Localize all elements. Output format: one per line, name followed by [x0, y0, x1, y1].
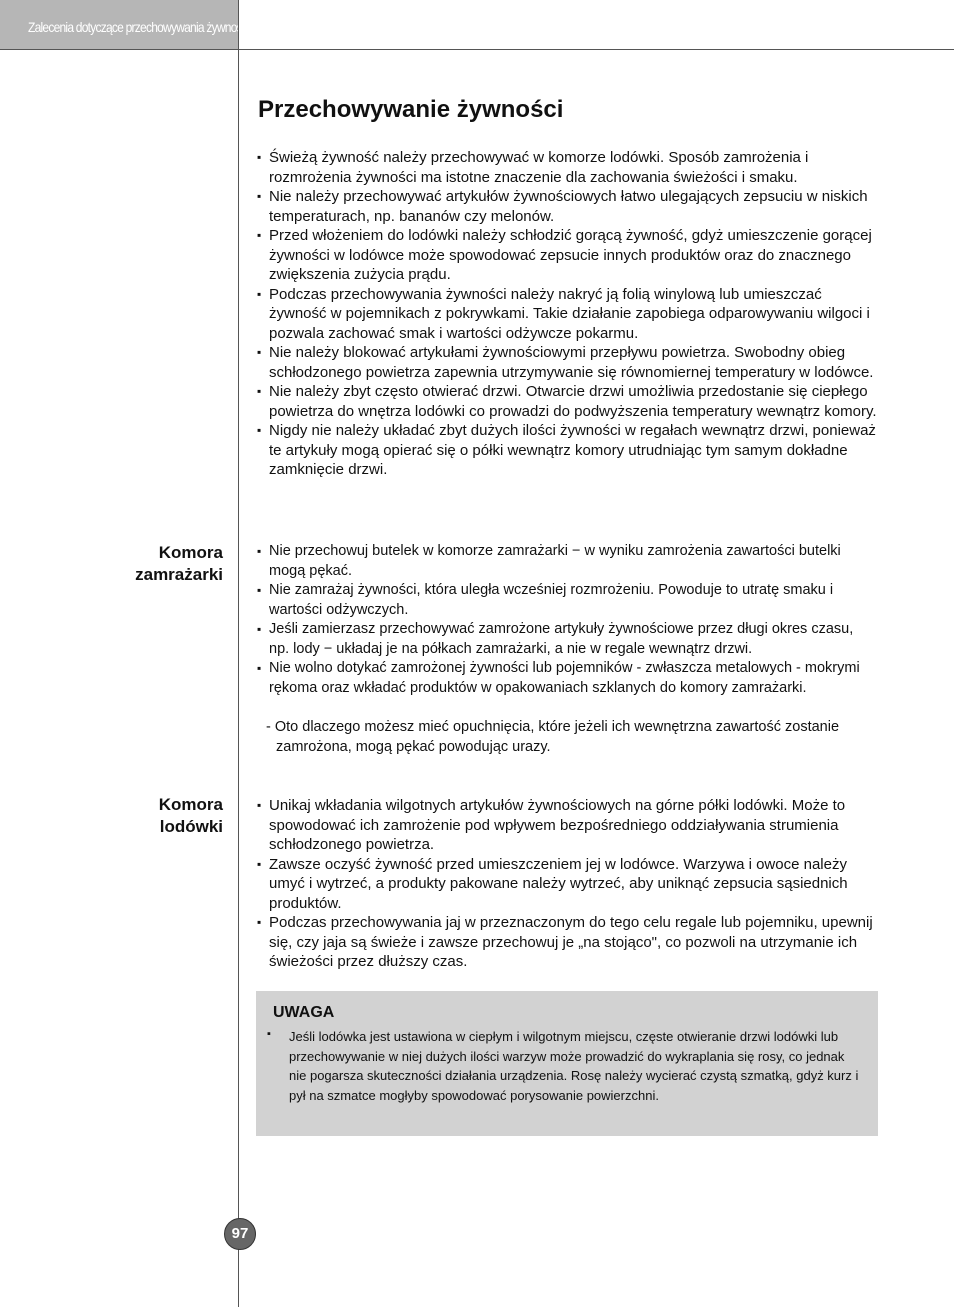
- fridge-label-line1: Komora: [158, 795, 223, 814]
- general-list: [257, 148, 877, 480]
- list-item: ▪ Nie należy przechowywać artykułów żywnościowych łatwo ulegających zepsuciu w niskich temperaturach, np. bananów czy melonów.: [257, 187, 877, 226]
- fridge-label-line2: lodówki: [159, 817, 223, 836]
- note-bullet: ▪: [267, 1028, 271, 1040]
- page-title: Przechowywanie żywności: [258, 96, 564, 123]
- list-item: ▪ Nie przechowuj butelek w komorze zamrażarki − w wyniku zamrożenia zawartości butelki mogą pękać.: [257, 542, 877, 581]
- list-item: ▪ Jeśli zamierzasz przechowywać zamrożone artykuły żywnościowe przez długi okres czasu, np. lody − układaj je na półkach zamrażarki, a nie w regale wewnątrz drzwi.: [257, 620, 877, 659]
- page-number: 97: [224, 1218, 256, 1250]
- section-header-title: Zalecenia dotyczące przechowywania żywności: [28, 19, 250, 35]
- list-item: ▪ Nie należy zbyt często otwierać drzwi. Otwarcie drzwi umożliwia przedostanie się ciepłego powietrza do wnętrza lodówki co prowadzi do podwyższenia temperatury wewnątrz komory.: [257, 382, 877, 421]
- list-item: ▪ Podczas przechowywania żywności należy nakryć ją folią winylową lub umieszczać żywność w pojemnikach z pokrywkami. Takie działanie zapobiega odparowywaniu wilgoci i pozwala zachować smak i wartości odżywcze pokarmu.: [257, 285, 877, 344]
- list-item: ▪ Unikaj wkładania wilgotnych artykułów żywnościowych na górne półki lodówki. Może to spowodować ich zamrożenie pod wpływem bezpośredniego oddziaływania strumienia schłodzonego powietrza.: [257, 796, 877, 855]
- list-item: ▪ Nigdy nie należy układać zbyt dużych ilości żywności w regałach wewnątrz drzwi, ponieważ te artykuły mogą opierać się o półki wewnątrz komory utrudniając tym samym dokładne zamknięcie drzwi.: [257, 421, 877, 480]
- margin-divider: [238, 0, 239, 1307]
- list-item: ▪ Zawsze oczyść żywność przed umieszczeniem jej w lodówce. Warzywa i owoce należy umyć i wytrzeć, a produkty pakowane należy wytrzeć, aby uniknąć zepsucia sąsiednich produktów.: [257, 855, 877, 914]
- fridge-section-label: [23, 794, 223, 838]
- freezer-label-line1: Komora: [158, 543, 223, 562]
- list-item: ▪ Nie zamrażaj żywności, która uległa wcześniej rozmrożeniu. Powoduje to utratę smaku i wartości odżywczych.: [257, 581, 877, 620]
- note-box: [256, 991, 878, 1136]
- list-item: ▪ Świeżą żywność należy przechowywać w komorze lodówki. Sposób zamrożenia i rozmrożenia żywności ma istotne znaczenie dla zachowania świeżości i smaku.: [257, 148, 877, 187]
- section-header-tab: [0, 0, 250, 50]
- header-divider: [238, 49, 954, 50]
- note-title: UWAGA: [273, 1004, 335, 1021]
- freezer-sub-note: - Oto dlaczego możesz mieć opuchnięcia, które jeżeli ich wewnętrzna zawartość zostanie zamrożona, mogą pękać powodując urazy.: [266, 719, 840, 755]
- list-item: ▪ Przed włożeniem do lodówki należy schłodzić gorącą żywność, gdyż umieszczenie gorącej żywności w lodówce może spowodować zepsucie innych produktów oraz do znacznego zwiększenia zużycia prądu.: [257, 226, 877, 285]
- note-text: Jeśli lodówka jest ustawiona w ciepłym i wilgotnym miejscu, częste otwieranie drzwi lodówki lub przechowywanie w niej dużych ilości warzyw może prowadzić do wykraplania się rosy, co jednak nie pogarsza skuteczności działania urządzenia. Rosę należy wycierać czystą szmatką, gdyż kurz i pył na szmatce mogłyby spowodować porysowanie powierzchni.: [289, 1029, 859, 1103]
- fridge-list: [257, 796, 877, 972]
- freezer-section-label: [23, 542, 223, 586]
- freezer-list: [257, 542, 877, 698]
- freezer-label-line2: zamrażarki: [135, 565, 223, 584]
- list-item: ▪ Podczas przechowywania jaj w przeznaczonym do tego celu regale lub pojemniku, upewnij się, czy jaja są świeże i zawsze przechowuj je „na stojąco", co pozwoli na utrzymanie ich świeżości przez dłuższy czas.: [257, 913, 877, 972]
- list-item: ▪ Nie wolno dotykać zamrożonej żywności lub pojemników - zwłaszcza metalowych - mokrymi rękoma oraz wkładać produktów w opakowaniach szklanych do komory zamrażarki.: [257, 659, 877, 698]
- list-item: ▪ Nie należy blokować artykułami żywnościowymi przepływu powietrza. Swobodny obieg schłodzonego powietrza zapewnia utrzymywanie się równomiernej temperatury w lodówce.: [257, 343, 877, 382]
